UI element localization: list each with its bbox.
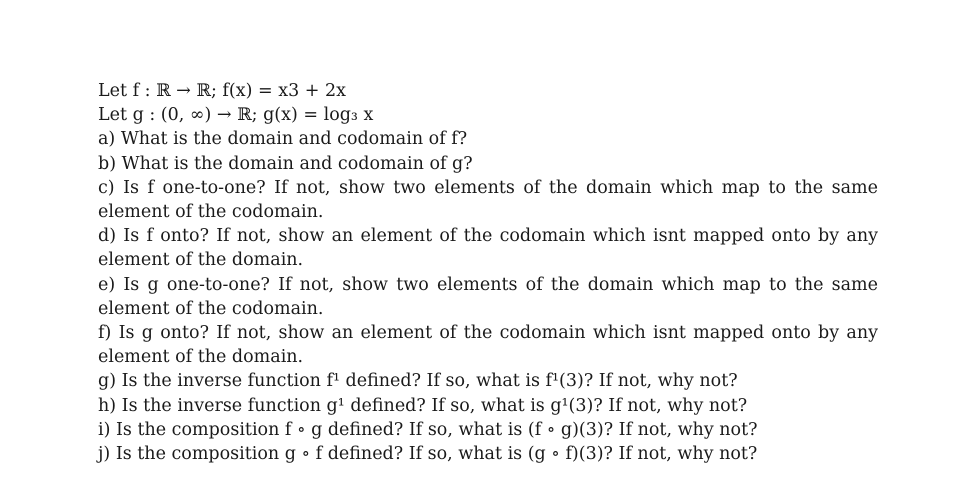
question-f: f) Is g onto? If not, show an element of the codomain which isnt mapped onto by any element of the domain. (98, 323, 878, 368)
question-b: b) What is the domain and codomain of g? (98, 153, 473, 174)
question-i: i) Is the composition f ∘ g defined? If so, what is (f ∘ g)(3)? If not, why not? (98, 419, 758, 440)
g-definition-line: Let g : (0, ∞) → ℝ; g(x) = log₃ x (98, 105, 374, 126)
problem-text (98, 79, 878, 466)
question-h: h) Is the inverse function g¹ defined? If so, what is g¹(3)? If not, why not? (98, 395, 748, 416)
f-definition-line: Let f : ℝ → ℝ; f(x) = x3 + 2x (98, 81, 346, 101)
question-a: a) What is the domain and codomain of f? (98, 129, 468, 150)
question-j: j) Is the composition g ∘ f defined? If so, what is (g ∘ f)(3)? If not, why not? (98, 444, 758, 465)
question-d: d) Is f onto? If not, show an element of the codomain which isnt mapped onto by any element of the domain. (98, 226, 878, 271)
question-c: c) Is f one-to-one? If not, show two elements of the domain which map to the same element of the codomain. (98, 177, 878, 223)
question-g: g) Is the inverse function f¹ defined? If so, what is f¹(3)? If not, why not? (98, 371, 738, 392)
question-e: e) Is g one-to-one? If not, show two elements of the domain which map to the same element of the codomain. (98, 274, 878, 319)
